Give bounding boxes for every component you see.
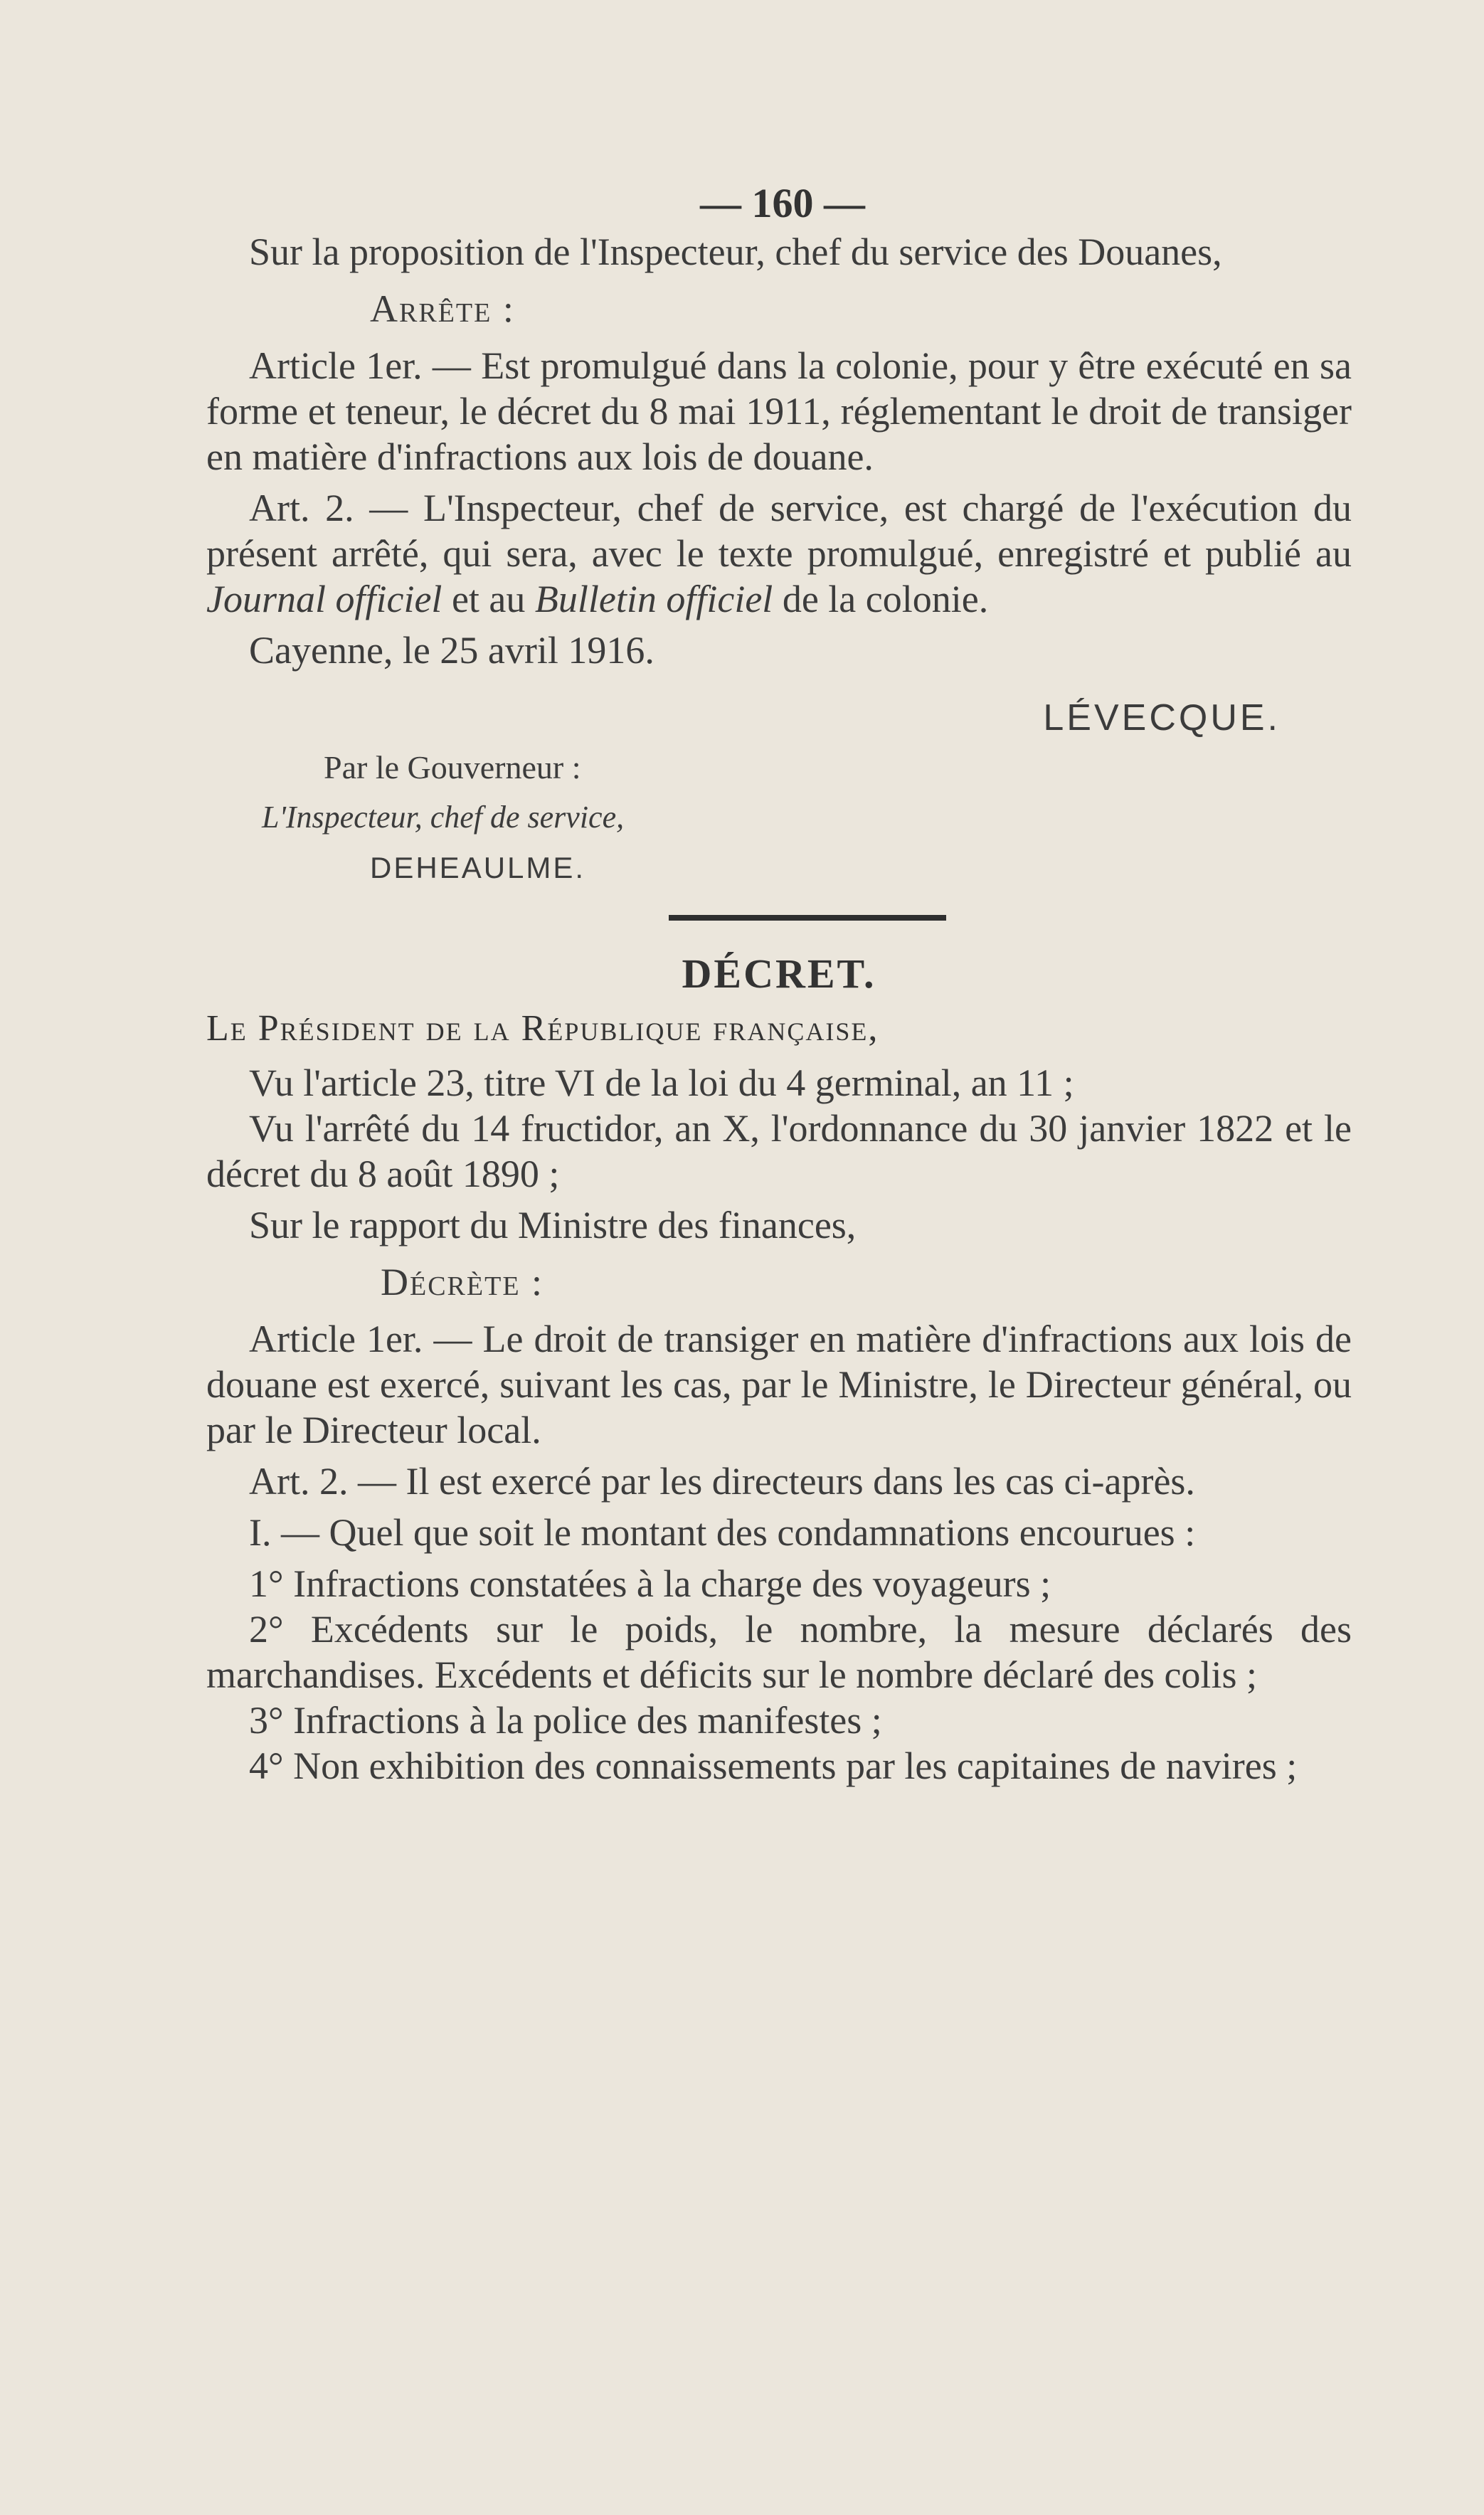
decret-roman-1: I. — Quel que soit le montant des condamnations encourues :	[249, 1511, 1196, 1554]
decret-item-4: 4° Non exhibition des connaissements par les capitaines de navires ;	[249, 1744, 1298, 1787]
arrete-article-2-suffix: de la colonie.	[782, 578, 989, 620]
decret-vu-1: Vu l'article 23, titre VI de la loi du 4 germinal, an 11 ;	[249, 1061, 1074, 1104]
decret-item-3: 3° Infractions à la police des manifestes ;	[249, 1699, 882, 1742]
decret-article-2: Art. 2. — Il est exercé par les directeurs dans les cas ci-après.	[249, 1460, 1195, 1503]
page-content	[206, 178, 1352, 1789]
decret-item-1: 1° Infractions constatées à la charge des voyageurs ;	[249, 1562, 1051, 1605]
decret-rapport: Sur le rapport du Ministre des finances,	[249, 1204, 857, 1246]
bulletin-officiel: Bulletin officiel	[534, 578, 773, 620]
page-number: — 160 —	[700, 180, 865, 226]
inspecteur-signature: DEHEAULME.	[370, 851, 586, 884]
arrete-article-2	[206, 485, 1352, 622]
decret-article-1: Article 1er. — Le droit de transiger en matière d'infractions aux lois de douane est exercé, suivant les cas, par le Ministre, le Directeur général, ou par le Directeur local.	[206, 1318, 1352, 1451]
journal-officiel: Journal officiel	[206, 578, 442, 620]
decret-vu-2: Vu l'arrêté du 14 fructidor, an X, l'ordonnance du 30 janvier 1822 et le décret du 8 août 1890 ;	[206, 1107, 1352, 1195]
governor-signature: LÉVECQUE.	[1043, 697, 1281, 738]
date-line: Cayenne, le 25 avril 1916.	[249, 629, 654, 672]
decret-heading: Décrète :	[381, 1261, 544, 1303]
arrete-article-2-prefix: Art. 2. — L'Inspecteur, chef de service, est chargé de l'exécution du présent arrêté, qui sera, avec le texte promulgué, enregistré et publié au	[206, 487, 1352, 575]
arrete-intro: Sur la proposition de l'Inspecteur, chef du service des Douanes,	[249, 231, 1222, 273]
section-divider	[669, 915, 946, 921]
arrete-heading: Arrête :	[370, 287, 515, 330]
decret-title: DÉCRET.	[682, 951, 876, 997]
decret-item-2: 2° Excédents sur le poids, le nombre, la mesure déclarés des marchandises. Excédents et déficits sur le nombre déclaré des colis ;	[206, 1608, 1352, 1696]
arrete-article-2-middle: et au	[451, 578, 526, 620]
inspecteur-title: L'Inspecteur, chef de service,	[262, 800, 625, 835]
president-heading: Le Président de la République française,	[206, 1008, 879, 1049]
par-le-gouverneur: Par le Gouverneur :	[324, 749, 581, 785]
arrete-article-1: Article 1er. — Est promulgué dans la colonie, pour y être exécuté en sa forme et teneur, le décret du 8 mai 1911, réglementant le droit de transiger en matière d'infractions aux lois de douane.	[206, 344, 1352, 478]
